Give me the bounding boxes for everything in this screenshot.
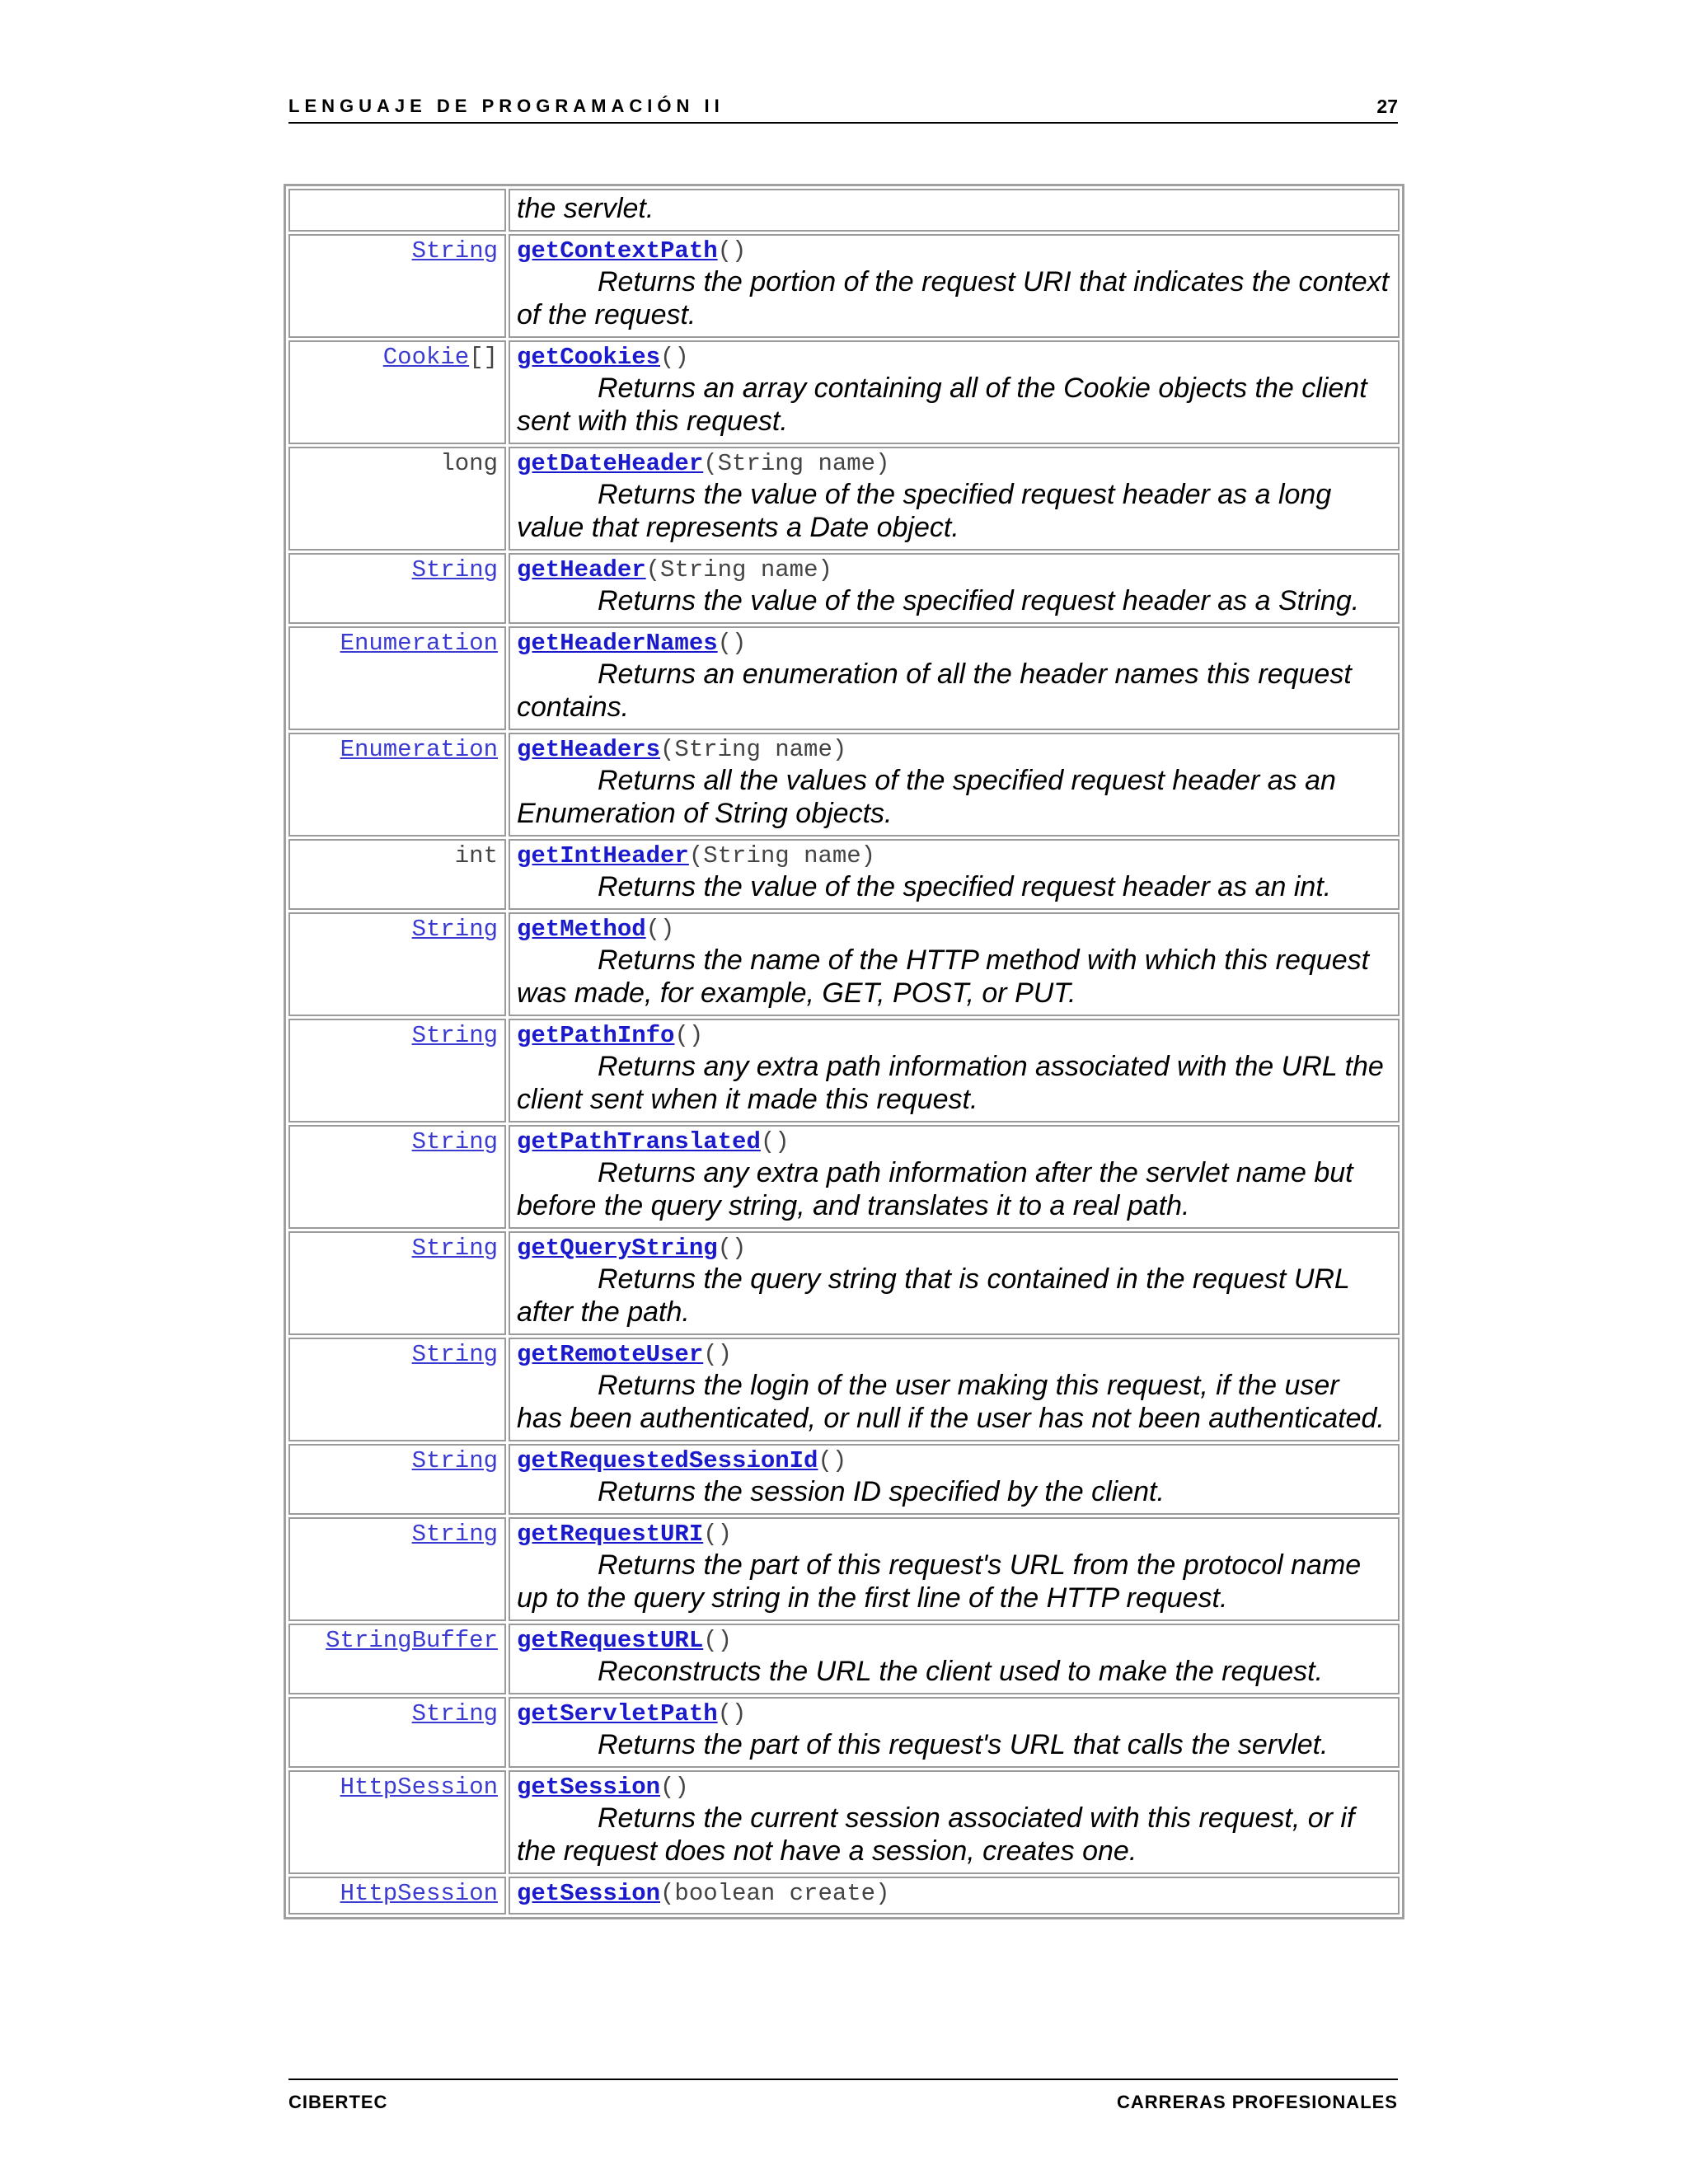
- method-description: [517, 372, 1391, 438]
- method-signature: [517, 1700, 1391, 1728]
- footer-right: CARRERAS PROFESIONALES: [1116, 2092, 1398, 2112]
- method-description-text: Returns the value of the specified request header as a long value that represents a Date object.: [517, 479, 1332, 543]
- method-description-text: Returns the current session associated with this request, or if the request does not have a session, creates one.: [517, 1802, 1355, 1867]
- method-name-link[interactable]: getRequestedSessionId: [517, 1447, 818, 1474]
- method-name-link[interactable]: getServletPath: [517, 1700, 718, 1727]
- return-type-cell: [288, 1125, 506, 1229]
- method-params: (): [703, 1627, 733, 1654]
- method-description: [517, 1263, 1391, 1329]
- return-type-cell: [288, 1517, 506, 1621]
- method-signature: [517, 1128, 1391, 1156]
- footer-left: CIBERTEC: [288, 2092, 388, 2112]
- return-type-link[interactable]: StringBuffer: [326, 1627, 498, 1654]
- return-type-cell: [288, 1231, 506, 1335]
- method-params: (boolean create): [660, 1880, 890, 1907]
- return-type-suffix: []: [469, 344, 498, 371]
- method-params: (): [717, 630, 747, 657]
- method-description-text: Returns the name of the HTTP method with which this request was made, for example, GET, POST, or PUT.: [517, 944, 1370, 1009]
- return-type-link[interactable]: String: [411, 1447, 498, 1474]
- return-type-link[interactable]: Cookie: [382, 344, 470, 371]
- method-params: (): [717, 1700, 747, 1727]
- return-type-cell: [288, 626, 506, 730]
- table-row: [288, 553, 1400, 624]
- method-params: (): [660, 1774, 689, 1801]
- method-params: (String name): [703, 450, 890, 477]
- method-name-link[interactable]: getDateHeader: [517, 450, 704, 477]
- method-cell: [509, 1231, 1400, 1335]
- method-name-link[interactable]: getPathInfo: [517, 1022, 675, 1049]
- method-cell: [509, 1444, 1400, 1515]
- return-type-link[interactable]: HttpSession: [340, 1880, 498, 1907]
- method-cell: [509, 912, 1400, 1016]
- return-type-cell: [288, 1338, 506, 1441]
- method-description-text: Returns any extra path information after the servlet name but before the query string, and translates it to a real path.: [517, 1157, 1353, 1221]
- return-type-cell: [288, 553, 506, 624]
- method-cell: [509, 733, 1400, 837]
- method-name-link[interactable]: getContextPath: [517, 237, 718, 265]
- method-signature: [517, 916, 1391, 944]
- method-signature: [517, 1774, 1391, 1802]
- return-type-cell: [288, 447, 506, 551]
- method-signature: [517, 1341, 1391, 1369]
- table-row: [288, 1019, 1400, 1122]
- method-params: (): [645, 916, 675, 943]
- method-name-link[interactable]: getRequestURL: [517, 1627, 704, 1654]
- method-name-link[interactable]: getHeaders: [517, 736, 661, 763]
- table-row: [288, 234, 1400, 338]
- table-row: [288, 1231, 1400, 1335]
- table-row: [288, 1877, 1400, 1915]
- return-type-link[interactable]: String: [411, 1128, 498, 1155]
- method-description: [517, 1050, 1391, 1116]
- method-params: (): [818, 1447, 847, 1474]
- method-description: [517, 658, 1391, 724]
- return-type-cell: [288, 1624, 506, 1694]
- return-type-cell: [288, 234, 506, 338]
- method-cell: [509, 626, 1400, 730]
- method-signature: [517, 344, 1391, 372]
- method-description-text: Returns the value of the specified request header as a String.: [598, 585, 1360, 616]
- table-row: [288, 912, 1400, 1016]
- method-signature: [517, 237, 1391, 265]
- method-cell: [509, 1517, 1400, 1621]
- return-type: int: [454, 842, 498, 869]
- method-cell: [509, 234, 1400, 338]
- method-cell: [509, 447, 1400, 551]
- method-description-text: Returns all the values of the specified request header as an Enumeration of String objects.: [517, 765, 1336, 829]
- method-description: [517, 1802, 1391, 1868]
- return-type-link[interactable]: String: [411, 1700, 498, 1727]
- page-footer: [288, 2079, 1398, 2113]
- method-description-text: Returns an array containing all of the Cookie objects the client sent with this request.: [517, 373, 1367, 437]
- return-type-cell: [288, 340, 506, 444]
- return-type-cell: [288, 1444, 506, 1515]
- description-cell: the servlet.: [509, 189, 1400, 232]
- method-summary-table: [284, 184, 1404, 1919]
- table-row: [288, 189, 1400, 232]
- table-row: [288, 733, 1400, 837]
- method-description: [517, 1728, 1391, 1761]
- return-type-link[interactable]: String: [411, 916, 498, 943]
- method-params: (): [674, 1022, 704, 1049]
- method-cell: [509, 1125, 1400, 1229]
- method-description-text: Returns the session ID specified by the client.: [598, 1476, 1165, 1507]
- return-type-link[interactable]: String: [411, 1521, 498, 1548]
- method-name-link[interactable]: getHeaderNames: [517, 630, 718, 657]
- table-row: [288, 626, 1400, 730]
- return-type: long: [440, 450, 498, 477]
- method-description: [517, 478, 1391, 544]
- method-name-link[interactable]: getSession: [517, 1880, 661, 1907]
- header-title: LENGUAJE DE PROGRAMACIÓN II: [288, 96, 724, 116]
- method-cell: [509, 1877, 1400, 1915]
- method-cell: [509, 1338, 1400, 1441]
- method-cell: [509, 1697, 1400, 1768]
- return-type-cell: [288, 1697, 506, 1768]
- method-params: (): [760, 1128, 790, 1155]
- table-row: [288, 1444, 1400, 1515]
- method-params: (String name): [660, 736, 847, 763]
- method-params: (String name): [688, 842, 876, 869]
- method-name-link[interactable]: getRequestURI: [517, 1521, 704, 1548]
- method-params: (): [703, 1521, 733, 1548]
- return-type-link[interactable]: HttpSession: [340, 1774, 498, 1801]
- method-name-link[interactable]: getPathTranslated: [517, 1128, 761, 1155]
- method-signature: [517, 630, 1391, 658]
- table-row: [288, 340, 1400, 444]
- method-params: (): [717, 1235, 747, 1262]
- method-description: [517, 1475, 1391, 1508]
- method-cell: [509, 553, 1400, 624]
- method-description-text: Returns the value of the specified request header as an int.: [598, 871, 1332, 902]
- return-type-cell: [288, 1019, 506, 1122]
- method-name-link[interactable]: getSession: [517, 1774, 661, 1801]
- method-description: [517, 1369, 1391, 1435]
- method-params: (): [717, 237, 747, 265]
- return-type-cell: [288, 733, 506, 837]
- method-signature: [517, 1521, 1391, 1549]
- method-description: [517, 870, 1391, 903]
- return-type-link[interactable]: String: [411, 1235, 498, 1262]
- method-signature: [517, 450, 1391, 478]
- method-name-link[interactable]: getIntHeader: [517, 842, 689, 869]
- method-signature: [517, 556, 1391, 584]
- return-type-cell: [288, 839, 506, 910]
- return-type-link[interactable]: String: [411, 556, 498, 583]
- method-signature: [517, 1235, 1391, 1263]
- method-description: [517, 265, 1391, 331]
- method-cell: [509, 1019, 1400, 1122]
- method-signature: [517, 1022, 1391, 1050]
- method-signature: [517, 1880, 1391, 1908]
- return-type-cell: [288, 1877, 506, 1915]
- page-number: 27: [1376, 95, 1398, 117]
- method-description: [517, 764, 1391, 830]
- table-row: [288, 1624, 1400, 1694]
- method-name-link[interactable]: getHeader: [517, 556, 646, 583]
- method-description-text: Returns the portion of the request URI that indicates the context of the request.: [517, 266, 1390, 330]
- return-type-link[interactable]: String: [411, 1022, 498, 1049]
- table-row: [288, 1125, 1400, 1229]
- return-type-link[interactable]: String: [411, 1341, 498, 1368]
- method-name-link[interactable]: getRemoteUser: [517, 1341, 704, 1368]
- method-signature: [517, 842, 1391, 870]
- return-type-link[interactable]: Enumeration: [340, 736, 498, 763]
- method-signature: [517, 1447, 1391, 1475]
- method-params: (): [703, 1341, 733, 1368]
- method-description: [517, 944, 1391, 1010]
- table-row: [288, 1517, 1400, 1621]
- return-type-cell: [288, 1770, 506, 1874]
- method-description-text: Returns the login of the user making this request, if the user has been authenticated, or null if the user has not been authenticated.: [517, 1370, 1385, 1434]
- method-name-link[interactable]: getQueryString: [517, 1235, 718, 1262]
- method-signature: [517, 736, 1391, 764]
- method-description: [517, 1549, 1391, 1615]
- method-cell: [509, 839, 1400, 910]
- method-cell: [509, 340, 1400, 444]
- method-description: [517, 1655, 1391, 1688]
- method-name-link[interactable]: getCookies: [517, 344, 661, 371]
- return-type-link[interactable]: Enumeration: [340, 630, 498, 657]
- table-row: [288, 1338, 1400, 1441]
- method-description: [517, 584, 1391, 617]
- method-description-text: Returns an enumeration of all the header names this request contains.: [517, 658, 1352, 723]
- method-name-link[interactable]: getMethod: [517, 916, 646, 943]
- table-row: [288, 839, 1400, 910]
- return-type-link[interactable]: String: [411, 237, 498, 265]
- method-cell: [509, 1770, 1400, 1874]
- table-row: [288, 447, 1400, 551]
- method-signature: [517, 1627, 1391, 1655]
- type-cell: [288, 189, 506, 232]
- method-description-text: Returns any extra path information associated with the URL the client sent when it made this request.: [517, 1051, 1384, 1115]
- method-description: [517, 1156, 1391, 1222]
- method-params: (String name): [645, 556, 832, 583]
- return-type-cell: [288, 912, 506, 1016]
- method-cell: [509, 1624, 1400, 1694]
- method-description-text: Returns the part of this request's URL from the protocol name up to the query string in the first line of the HTTP request.: [517, 1549, 1362, 1614]
- method-description-text: Returns the part of this request's URL that calls the servlet.: [598, 1729, 1329, 1760]
- table-row: [288, 1697, 1400, 1768]
- page-header: [288, 91, 1398, 124]
- method-description-text: Reconstructs the URL the client used to make the request.: [598, 1656, 1324, 1687]
- method-description-text: Returns the query string that is contained in the request URL after the path.: [517, 1263, 1350, 1328]
- table-row: [288, 1770, 1400, 1874]
- method-params: (): [660, 344, 689, 371]
